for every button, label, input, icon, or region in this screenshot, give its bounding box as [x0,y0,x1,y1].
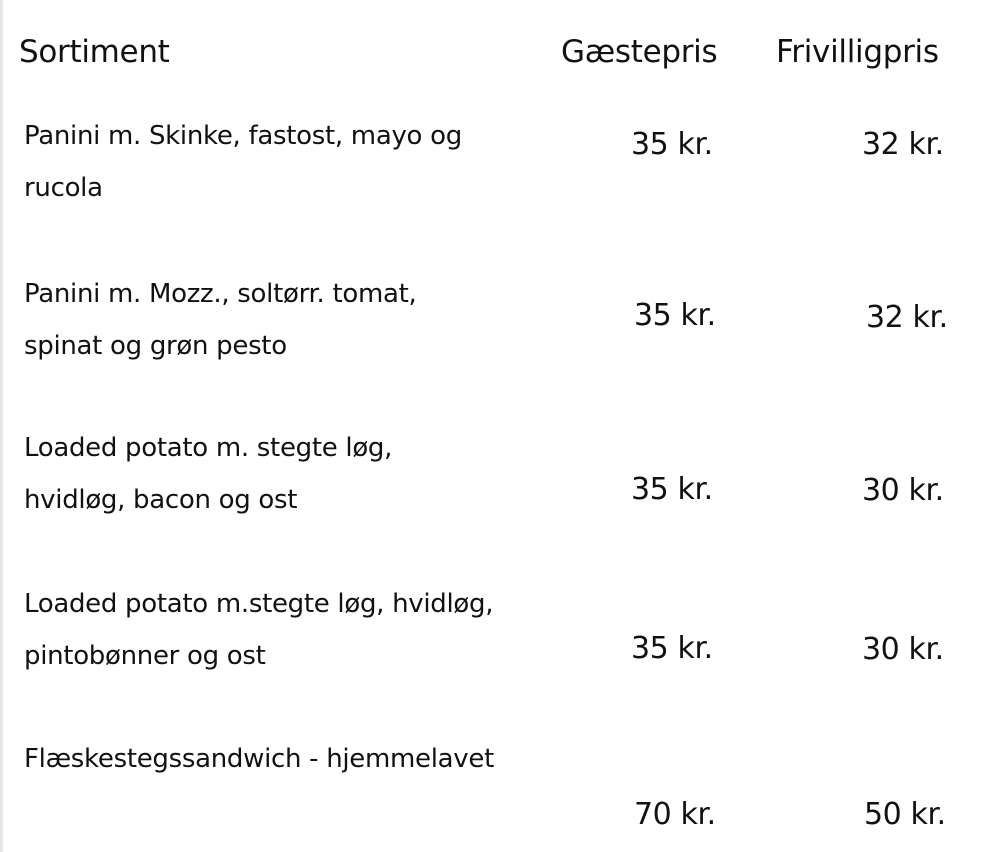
volunteer-price: 32 kr. [866,300,948,335]
guest-price: 35 kr. [634,298,716,333]
guest-price: 35 kr. [631,472,713,507]
header-sortiment: Sortiment [19,34,170,70]
item-name: Flæskestegssandwich - hjemmelavet [24,744,494,774]
volunteer-price: 30 kr. [862,473,944,508]
item-name: Panini m. Skinke, fastost, mayo og rucola [24,121,462,203]
table-header [0,0,1004,100]
guest-price: 35 kr. [631,127,713,162]
volunteer-price: 32 kr. [862,127,944,162]
item-name: Loaded potato m.stegte løg, hvidløg, pintobønner og ost [24,589,494,671]
item-name: Panini m. Mozz., soltørr. tomat, spinat og grøn pesto [24,279,417,361]
header-volunteer-price: Frivilligpris [776,34,939,70]
header-guest-price: Gæstepris [561,34,718,70]
guest-price: 35 kr. [631,631,713,666]
volunteer-price: 50 kr. [864,797,946,832]
guest-price: 70 kr. [634,797,716,832]
volunteer-price: 30 kr. [862,632,944,667]
item-name: Loaded potato m. stegte løg, hvidløg, bacon og ost [24,433,393,515]
